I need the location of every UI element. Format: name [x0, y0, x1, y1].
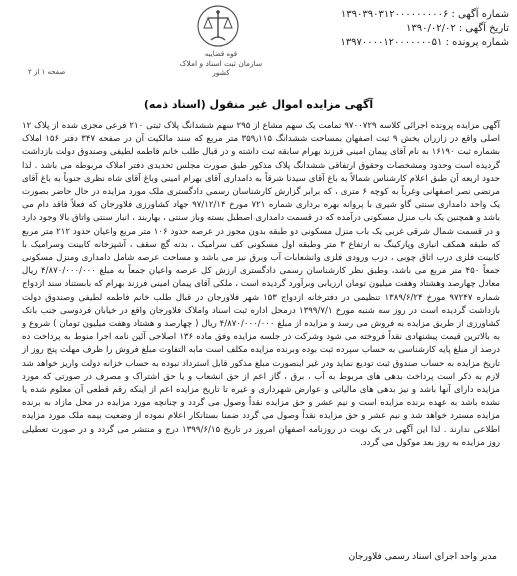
announcement-date: تاریخ آگهی : ۱۳۹۰/۰۲/۰۲ — [405, 23, 509, 34]
body-paragraph: آگهی مزایده پرونده اجرائی کلاسه ۹۷۰۰۷۲۹ تمامت یک سهم مشاع از ۲۹۵ سهم ششدانگ پلاک ثبتی ۲۱۰ فرعی مجزی شده از پلاک ۱۲ اصلی واقع در زازران بخش ۹ ثبت اصفهان بمساحت ششدانگ ۳۵۹٫۱۱۵ متر مربع که سند مالکیت آن در صفحه ۳۴۷ دفتر ۱۵۶ املاک بشماره ثبت ۱۶۱۹۰ به نام آقای پیمان امینی فرزند بهرام سابقه ثبت داشته و در قبال طلب خانم فاطمه لطیفی وصندوق دولت بازداشت گردیده است وحدود ومشخصات وحقوق ارتفاقی ششدانگ پلاک مذکور طبق صورت مجلس تحدیدی دفتر املاک مربوطه می باشد . لذا حدود اربعه آن طبق اعلام کارشناس شمالاً به باغ آقای سیدنا شرقاً به دامداری آقای بهرام امینی وباغ آقای شاه نظری جنوباً به باغ آقای مرتضی نصر اصفهانی وغرباً به کوچه ۶ متری ، که برابر گزارش کارشناسان رسمی دادگستری ملک مورد مزایده در حال حاضر بصورت یک واحد دامداری سنتی گاو شیری با پروانه بهره برداری شماره ۷۲۱ مورخ ۹۷/۱۲/۱۴ جهاد کشاورزی فلاورجان که فعلاً فاقد دام می باشد و همچنین یک باب منزل مسکونی درآمده که در قسمت دامداری اصطبل بسته وباز سنتی ، بهاربند ، انبار سنتی واتاق بالا وجود دارد و در قسمت شمال شرقی غربی یک باب منزل مسکونی دو طبقه بدون مجوز در عرصه حدود ۱۰۶ متر مربع واعیان حدود ۲۱۲ متر مربع که طبقه همکف انباری وپارکینگ به ارتفاع ۳ متر وطبقه اول مسکونی کف سرامیک ، بدنه گچ سقف ، آشپزخانه کابینت وسرامیک با کابینت فلزی درب اتاق چوبی ، درب ورودی فلزی وانشعابات آب وبرق نیز می باشد و مساحت عرصه شامل دامداری ومنزل مسکونی جمعاً ۴۵۰ متر مربع می باشد، وطبق نظر کارشناسان رسمی دادگستری ارزش کل عرصه واعیان جمعاً به مبلغ ۴/۸۷۰/۰۰۰/۰۰۰ ریال معادل چهارصد وهشتاد وهفت میلیون تومان ارزیابی وبرآورد گردیده است ، ملکی آقای پیمان امینی فرزند بهرام که بابستناد سند ازدواج شماره ۹۷۲۴۷ مورخ ۱۳۸۹/۶/۲۴ تنظیمی در دفترخانه ازدواج ۱۵۳ شهر فلاورجان در قبال طلب خانم فاطمه لطیفی وصندوق دولت بازداشت گردیده است در روز سه شنبه مورخ ۱۳۹۹/۷/۱ درمحل اداره ثبت اسناد واملاک فلاورجان واقع در خیابان فردوسی جنب بانک کشاورزی از طریق مزایده به فروش می رسد و مزایده از مبلغ ۴/۸۷۰/۰۰۰/۰۰۰ ریال ( چهارصد و هشتاد وهفت میلیون تومان ) شروع و به بالاترین قیمت پیشنهادی نقداً فروخته می شود وشرکت در جلسه مزایده وفق ماده ۱۳۶ اصلاحی آئین نامه اجرا منوط به پرداخت ده درصد از مبلغ پایه کارشناسی به حساب سپرده ثبت بوده وبرنده مزایده مکلف است مابه التفاوت مبلغ فروش را ظرف مهلت پنج روز از تاریخ مزایده به حساب صندوق ثبت تودیع نماید ودر غیر اینصورت مبلغ مذکور قابل استرداد نبوده به حساب خزانه دولت واریز خواهد شد لازم به ذکر است پرداخت بدهی های مربوط به آب ، برق ، گاز اعم از حق انشعاب و یا حق اشتراک و مصرف در صورتی که مورد مزایده دارای آنها باشد و نیز بدهی های مالیاتی و عوارض شهرداری و غیره تا تاریخ مزایده اعم از اینکه رقم قطعی آن معلوم شده یا نشده باشد به عهده برنده مزایده است و نیم عشر و حق مزایده نقداً وصول می گردد و چنانچه مورد مزایده در محل مازاد به برنده مزایده مسترد خواهد شد و نیم عشر و حق مزایده نقداً وصول می گردد ضمنا بستانکار اعلام نموده از وضعیت بیمه ملک مورد مزایده اطلاعی ندارند . لذا این آگهی در یک نوبت در روزنامه اصفهان امروز در تاریخ ۱۳۹۹/۶/۱۵ درج و منتشر می گردد و در صورت تعطیلی روز مزایده به روز بعد موکول می گردد. — [22, 121, 501, 448]
file-number: شماره پرونده : ۱۳۹۷۰۰۰۰۱۲۰۰۰۰۰۰۰۵۱ — [340, 37, 509, 48]
judiciary-emblem-icon — [196, 4, 240, 48]
page-indicator: صفحه ۱ از ۲ — [28, 68, 66, 76]
org-name-line1: قوه قضاییه — [204, 50, 238, 58]
announcement-number: شماره آگهی : ۱۳۹۰۳۹۰۳۱۲۰۰۰۰۰۰۰۰۰۶ — [340, 9, 509, 20]
org-name — [176, 50, 266, 77]
document-meta — [299, 8, 509, 50]
document-body — [22, 120, 500, 450]
document-title: آگهی مزایده اموال غیر منقول (اسناد ذمه) — [143, 98, 374, 111]
signature-line: مدیر واحد اجرای اسناد رسمی فلاورجان — [348, 552, 497, 562]
org-name-line2: سازمان ثبت اسناد و املاک کشور — [179, 59, 263, 77]
